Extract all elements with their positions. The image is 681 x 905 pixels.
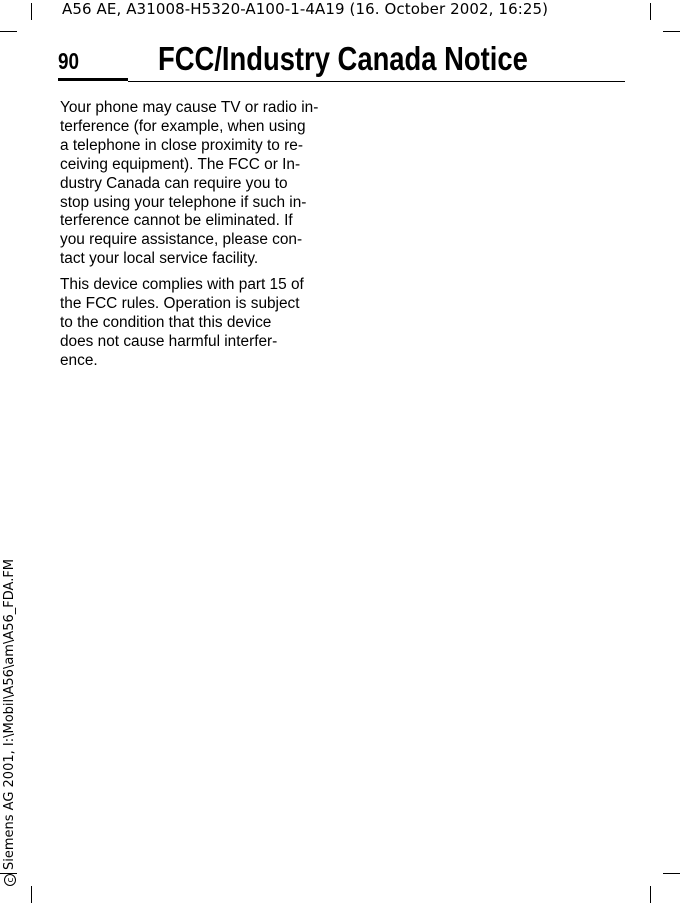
page-number: 90 bbox=[58, 48, 79, 74]
copyright-icon: c bbox=[4, 874, 16, 886]
crop-mark-top-right-vertical bbox=[650, 3, 651, 20]
text-line: terference cannot be eliminated. If bbox=[60, 212, 293, 230]
text-line: ceiving equipment). The FCC or In- bbox=[60, 155, 301, 173]
text-line: a telephone in close proximity to re- bbox=[60, 136, 303, 154]
crop-mark-bottom-right-horizontal bbox=[663, 873, 680, 874]
crop-mark-top-left-vertical bbox=[31, 3, 32, 20]
text-line: tact your local service facility. bbox=[60, 250, 259, 268]
text-line: the FCC rules. Operation is subject bbox=[60, 295, 300, 313]
paragraph-interference bbox=[60, 99, 332, 269]
text-line: stop using your telephone if such in- bbox=[60, 193, 307, 211]
page-title: FCC/Industry Canada Notice bbox=[158, 40, 528, 77]
text-line: dustry Canada can require you to bbox=[60, 174, 288, 192]
crop-mark-top-left-horizontal bbox=[0, 31, 17, 32]
text-line: Your phone may cause TV or radio in- bbox=[60, 99, 319, 116]
text-line: ence. bbox=[60, 351, 98, 369]
title-rule bbox=[128, 81, 625, 82]
file-path-note: Siemens AG 2001, I:\Mobil\A56\am\A56_FDA.FM bbox=[2, 558, 17, 870]
text-line: to the condition that this device bbox=[60, 313, 272, 331]
paragraph-fcc-compliance bbox=[60, 276, 332, 371]
crop-mark-bottom-right-vertical bbox=[650, 886, 651, 903]
text-line: This device complies with part 15 of bbox=[60, 276, 304, 294]
crop-mark-bottom-left-vertical bbox=[31, 886, 32, 903]
body-text bbox=[60, 99, 332, 378]
page-number-underline bbox=[58, 78, 128, 81]
crop-mark-top-right-horizontal bbox=[663, 31, 680, 32]
text-line: you require assistance, please con- bbox=[60, 231, 303, 249]
document-header-id: A56 AE, A31008-H5320-A100-1-4A19 (16. October 2002, 16:25) bbox=[62, 0, 549, 18]
text-line: terference (for example, when using bbox=[60, 117, 306, 135]
side-copyright-note bbox=[2, 559, 17, 886]
text-line: does not cause harmful interfer- bbox=[60, 332, 278, 350]
